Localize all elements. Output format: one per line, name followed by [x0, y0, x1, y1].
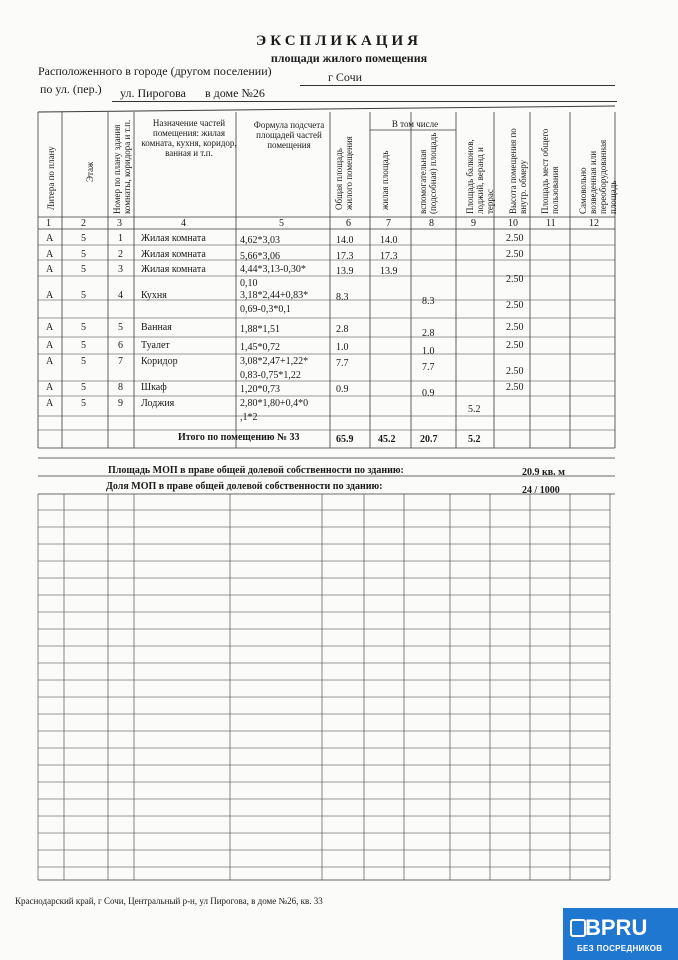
document-subtitle: площади жилого помещения — [270, 51, 428, 65]
row-height: 2.50 — [506, 300, 524, 311]
row-number: 9 — [118, 398, 123, 409]
column-number: 8 — [429, 218, 434, 229]
row-number: 8 — [118, 382, 123, 393]
row-balcony-area: 5.2 — [468, 404, 481, 415]
column-number: 9 — [471, 218, 476, 229]
row-formula-line2: 0,69-0,3*0,1 — [240, 304, 291, 315]
header-room-number: Номер по плану здания комнаты, коридора и т.п. — [112, 119, 132, 214]
header-total-area: Общая площадь жилого помещения — [334, 136, 354, 210]
bpru-logo — [563, 908, 678, 960]
row-floor: 5 — [81, 322, 86, 333]
grid-line — [38, 106, 615, 112]
row-living-area: 14.0 — [380, 235, 398, 246]
row-number: 1 — [118, 233, 123, 244]
header-unauthorized-area: Самовольно возведенная или переоборудованная площадь — [578, 139, 618, 214]
row-floor: 5 — [81, 398, 86, 409]
logo-sub-text: БЕЗ ПОСРЕДНИКОВ — [577, 944, 663, 953]
location-label: Расположенного в городе (другом поселении) — [38, 64, 272, 78]
column-number: 11 — [546, 218, 556, 229]
row-height: 2.50 — [506, 340, 524, 351]
building-icon — [570, 919, 586, 937]
header-purpose: Назначение частей помещения: жилая комната, кухня, коридор, ванная и т.п. — [141, 118, 237, 158]
column-number: 4 — [181, 218, 186, 229]
mop-share-value: 24 / 1000 — [522, 485, 560, 496]
row-floor: 5 — [81, 340, 86, 351]
row-total-area: 1.0 — [336, 342, 349, 353]
header-formula: Формула подсчета площадей частей помещения — [253, 120, 325, 150]
totals-balcony: 5.2 — [468, 434, 481, 445]
column-number: 1 — [46, 218, 51, 229]
row-purpose: Лоджия — [141, 398, 175, 409]
totals-label: Итого по помещению № 33 — [178, 432, 300, 443]
row-purpose: Кухня — [141, 290, 167, 301]
row-litera: А — [46, 340, 54, 351]
row-litera: А — [46, 382, 54, 393]
row-number: 4 — [118, 290, 123, 301]
row-floor: 5 — [81, 356, 86, 367]
row-formula-line1: 4,62*3,03 — [240, 235, 280, 246]
row-purpose: Коридор — [141, 356, 178, 367]
totals-total: 65.9 — [336, 434, 354, 445]
row-litera: А — [46, 249, 54, 260]
row-aux-area: 0.9 — [422, 388, 435, 399]
row-height: 2.50 — [506, 274, 524, 285]
row-total-area: 2.8 — [336, 324, 349, 335]
row-total-area: 13.9 — [336, 266, 354, 277]
row-total-area: 7.7 — [336, 358, 349, 369]
document-title: ЭКСПЛИКАЦИЯ — [256, 33, 422, 49]
row-floor: 5 — [81, 264, 86, 275]
row-floor: 5 — [81, 233, 86, 244]
row-litera: А — [46, 356, 54, 367]
header-including: В том числе — [391, 119, 439, 129]
row-aux-area: 1.0 — [422, 346, 435, 357]
row-height: 2.50 — [506, 366, 524, 377]
mop-area-value: 20.9 кв. м — [522, 467, 565, 478]
column-number: 12 — [589, 218, 599, 229]
row-litera: А — [46, 290, 54, 301]
row-litera: А — [46, 264, 54, 275]
row-height: 2.50 — [506, 249, 524, 260]
row-living-area: 17.3 — [380, 251, 398, 262]
row-number: 2 — [118, 249, 123, 260]
row-height: 2.50 — [506, 233, 524, 244]
row-formula-line1: 3,18*2,44+0,83* — [240, 290, 309, 301]
row-height: 2.50 — [506, 382, 524, 393]
row-number: 7 — [118, 356, 123, 367]
row-formula-line1: 1,88*1,51 — [240, 324, 280, 335]
header-living-area: жилая площадь — [380, 150, 390, 210]
row-formula-line1: 1,20*0,73 — [240, 384, 280, 395]
row-number: 5 — [118, 322, 123, 333]
row-formula-line2: 0,10 — [240, 278, 258, 289]
row-formula-line2: 0,83-0,75*1,22 — [240, 370, 301, 381]
column-number: 7 — [386, 218, 391, 229]
row-litera: А — [46, 322, 54, 333]
street-label: по ул. (пер.) — [40, 82, 102, 96]
row-total-area: 14.0 — [336, 235, 354, 246]
header-floor: Этаж — [85, 161, 95, 182]
mop-share-label: Доля МОП в праве общей долевой собственности по зданию: — [106, 481, 383, 492]
row-purpose: Туалет — [141, 340, 170, 351]
mop-area-label: Площадь МОП в праве общей долевой собственности по зданию: — [108, 465, 404, 476]
row-living-area: 13.9 — [380, 266, 398, 277]
row-formula-line1: 5,66*3,06 — [240, 251, 280, 262]
row-purpose: Жилая комната — [141, 233, 206, 244]
row-floor: 5 — [81, 249, 86, 260]
street-value: ул. Пирогова — [120, 86, 187, 100]
row-purpose: Шкаф — [141, 382, 167, 393]
row-aux-area: 8.3 — [422, 296, 435, 307]
row-height: 2.50 — [506, 322, 524, 333]
column-number: 5 — [279, 218, 284, 229]
column-number: 2 — [81, 218, 86, 229]
city-value: г Сочи — [328, 70, 363, 84]
column-number: 6 — [346, 218, 351, 229]
header-common-area: Площадь мест общего пользования — [540, 128, 560, 214]
row-total-area: 17.3 — [336, 251, 354, 262]
row-purpose: Жилая комната — [141, 264, 206, 275]
row-formula-line1: 1,45*0,72 — [240, 342, 280, 353]
row-aux-area: 7.7 — [422, 362, 435, 373]
header-height: Высота помещения по внутр. обмеру — [508, 128, 528, 214]
row-floor: 5 — [81, 290, 86, 301]
row-number: 6 — [118, 340, 123, 351]
row-formula-line1: 4,44*3,13-0,30* — [240, 264, 306, 275]
row-number: 3 — [118, 264, 123, 275]
column-number: 3 — [117, 218, 122, 229]
row-litera: А — [46, 233, 54, 244]
header-aux-area: вспомогательная (подсобная) площадь — [418, 132, 438, 214]
header-balcony-area: Площадь балконов, лоджий, веранд и террас — [465, 139, 495, 214]
totals-aux: 20.7 — [420, 434, 438, 445]
row-purpose: Жилая комната — [141, 249, 206, 260]
row-aux-area: 2.8 — [422, 328, 435, 339]
footer-address: Краснодарский край, г Сочи, Центральный р-н, ул Пирогова, в доме №26, кв. 33 — [15, 896, 323, 906]
row-total-area: 8.3 — [336, 292, 349, 303]
column-number: 10 — [508, 218, 518, 229]
row-purpose: Ванная — [141, 322, 172, 333]
house-value: в доме №26 — [205, 86, 265, 100]
row-formula-line1: 3,08*2,47+1,22* — [240, 356, 309, 367]
row-formula-line2: ,1*2 — [240, 412, 258, 423]
row-formula-line1: 2,80*1,80+0,4*0 — [240, 398, 309, 409]
logo-main-text: BPRU — [585, 915, 648, 940]
totals-living: 45.2 — [378, 434, 396, 445]
row-total-area: 0.9 — [336, 384, 349, 395]
row-floor: 5 — [81, 382, 86, 393]
row-litera: А — [46, 398, 54, 409]
header-litera: Литера по плану — [46, 146, 56, 210]
